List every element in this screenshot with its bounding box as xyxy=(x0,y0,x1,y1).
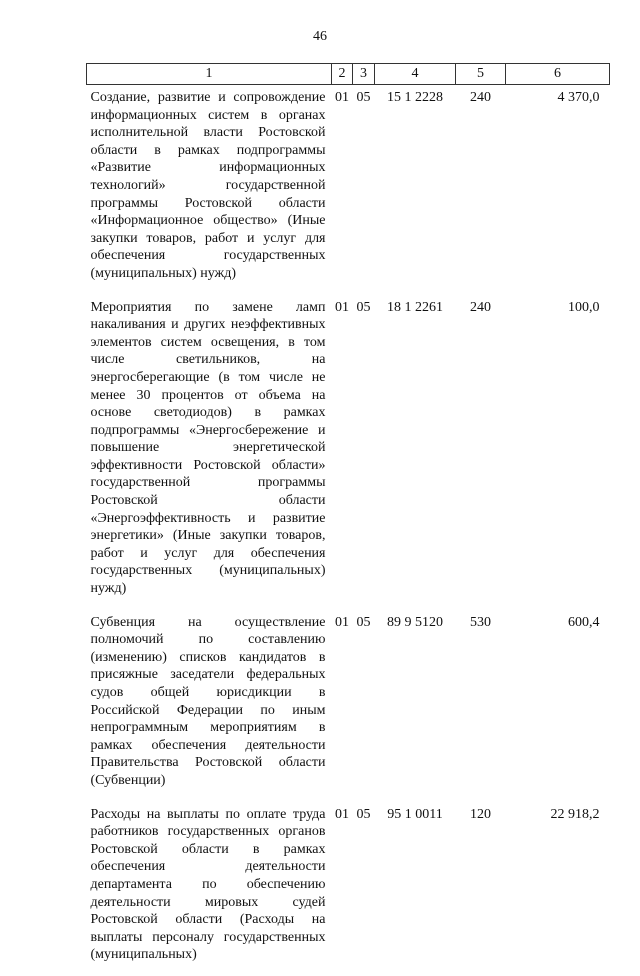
header-col-5: 5 xyxy=(456,64,506,85)
table-row xyxy=(87,802,610,976)
header-col-6: 6 xyxy=(506,64,610,85)
row-section: 01 xyxy=(335,806,349,822)
budget-table xyxy=(86,63,610,976)
row-subsection: 05 xyxy=(356,806,371,822)
header-col-4: 4 xyxy=(375,64,456,85)
row-description: Мероприятия по замене ламп накаливания и других неэффективных элементов систем освещения, в том числе светильников, на энергосберегающие (в том числе не менее 30 процентов от объема на основе светодиодов) в рамках подпрограммы «Энергосбережение и повышение энергетической эффективности Ростовской области» государственной программы Ростовской области «Энергоэффективность и развитие энергетики» (Иные закупки товаров, работ и услуг для обеспечения государственных (муниципальных) нужд) xyxy=(90,299,326,597)
row-amount: 4 370,0 xyxy=(557,90,600,105)
row-section: 01 xyxy=(335,614,349,630)
row-expense-type: 120 xyxy=(470,806,491,822)
row-subsection: 05 xyxy=(356,614,371,630)
header-col-1: 1 xyxy=(87,64,332,85)
row-section: 01 xyxy=(335,90,349,105)
row-expense-type: 240 xyxy=(470,299,491,315)
header-col-3: 3 xyxy=(353,64,375,85)
table-row xyxy=(87,610,610,802)
row-amount: 600,4 xyxy=(568,614,600,630)
row-subsection: 05 xyxy=(356,90,371,105)
table-row xyxy=(87,295,610,610)
table-row xyxy=(87,85,610,295)
row-target-article: 89 9 5120 xyxy=(387,614,443,630)
row-description: Расходы на выплаты по оплате труда работников государственных органов Ростовской области в рамках обеспечения деятельности департамента по обеспечению деятельности мировых судей Ростовской области (Расходы на выплаты персоналу государственных (муниципальных) xyxy=(90,806,326,963)
header-col-2: 2 xyxy=(332,64,353,85)
row-expense-type: 240 xyxy=(470,90,491,105)
row-description: Создание, развитие и сопровождение информационных систем в органах исполнительной власти Ростовской области в рамках подпрограммы «Развитие информационных технологий» государственной программы Ростовской области «Информационное общество» (Иные закупки товаров, работ и услуг для обеспечения государственных (муниципальных) нужд) xyxy=(90,90,326,281)
table-header-row xyxy=(87,64,610,85)
row-target-article: 18 1 2261 xyxy=(387,299,443,315)
row-subsection: 05 xyxy=(356,299,371,315)
row-target-article: 95 1 0011 xyxy=(387,806,443,822)
page-number: 46 xyxy=(313,29,327,44)
row-description: Субвенция на осуществление полномочий по составлению (изменению) списков кандидатов в присяжные заседатели федеральных судов общей юрисдикции в Российской Федерации по иным непрограммным мероприятиям в рамках обеспечения деятельности Правительства Ростовской области (Субвенции) xyxy=(90,614,326,788)
row-amount: 100,0 xyxy=(568,299,600,315)
row-expense-type: 530 xyxy=(470,614,491,630)
row-target-article: 15 1 2228 xyxy=(387,90,443,105)
row-section: 01 xyxy=(335,299,349,315)
row-amount: 22 918,2 xyxy=(550,806,600,822)
